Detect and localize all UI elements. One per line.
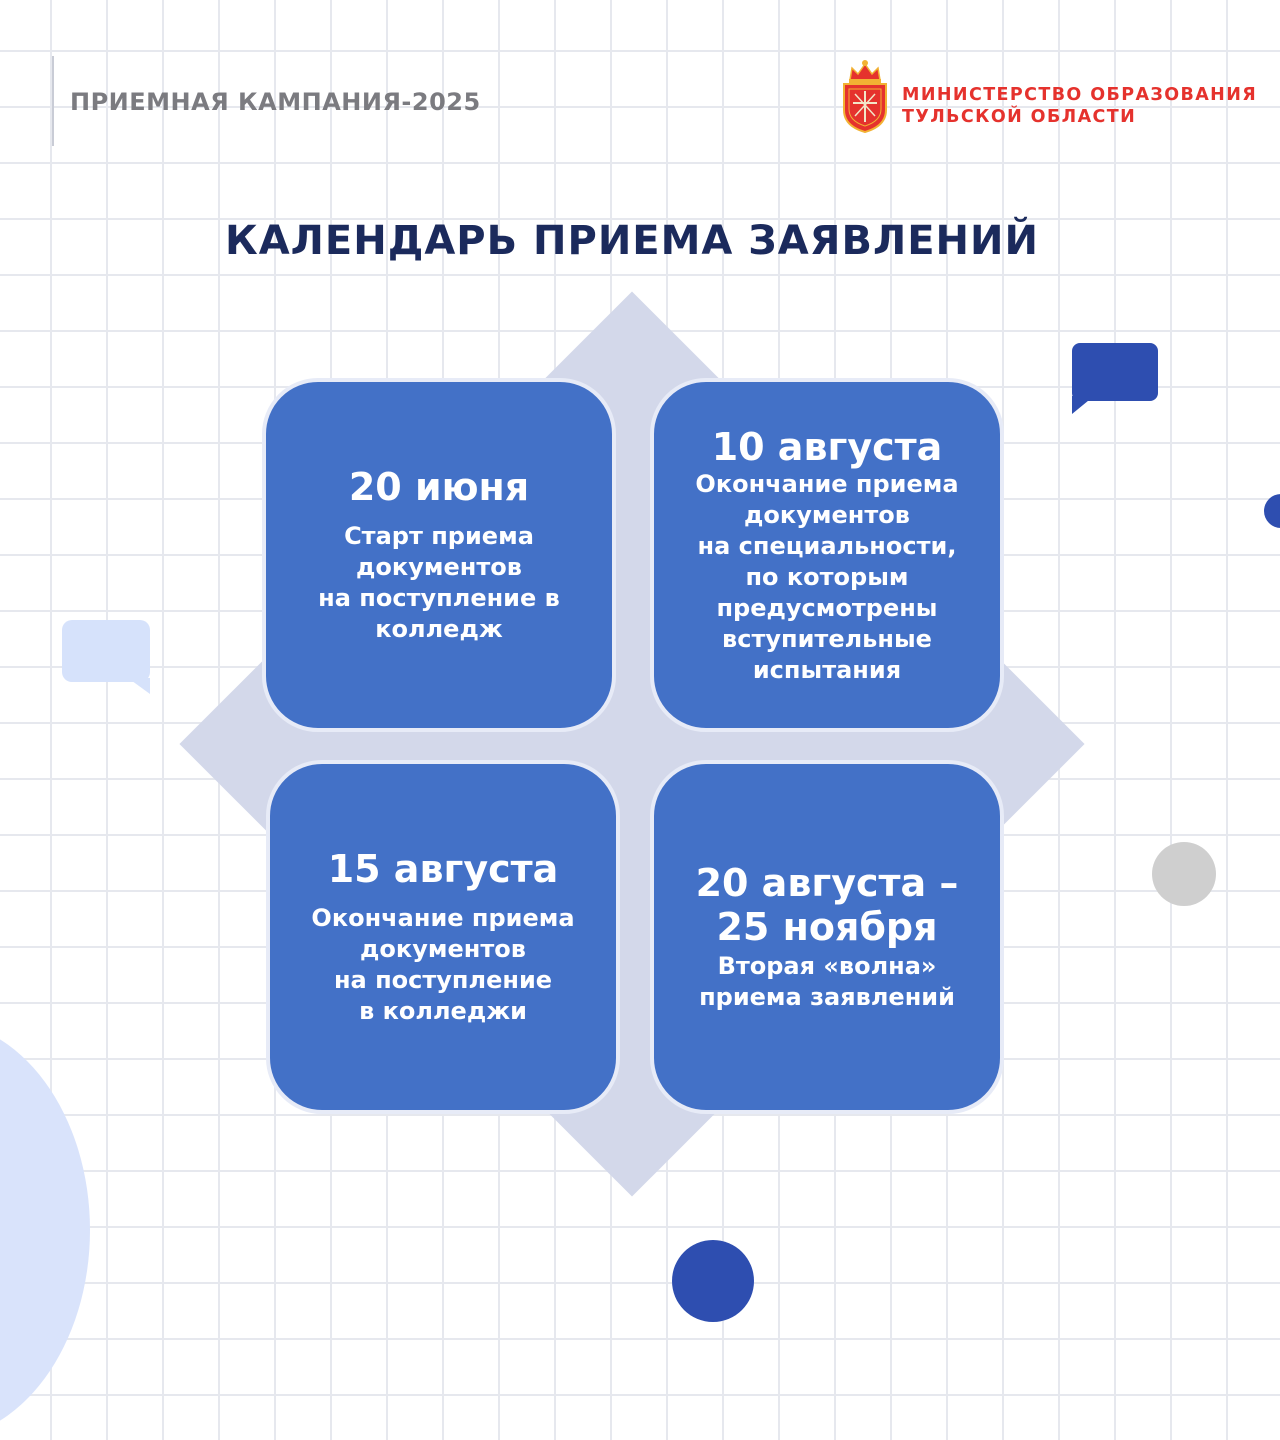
tula-coat-of-arms-icon [838,58,892,134]
card-date: 15 августа [327,847,559,891]
card-date: 20 августа – 25 ноября [695,861,959,949]
calendar-card-1 [262,378,616,732]
campaign-title: ПРИЕМНАЯ КАМПАНИЯ-2025 [70,88,481,116]
decor-circle-large [0,1020,90,1440]
ministry-name [902,84,1257,128]
calendar-card-2 [650,378,1004,732]
decor-dot-blue-right [1264,494,1280,528]
calendar-card-4 [650,760,1004,1114]
card-description: Вторая «волна» приема заявлений [699,952,955,1011]
card-description: Окончание приема документов на специальности, по которым предусмотрены вступительные испытания [695,469,959,684]
decor-speech-bubble-right-tail [1072,396,1094,414]
decor-speech-bubble-left [62,620,150,682]
card-date: 10 августа [711,424,943,469]
page-title: КАЛЕНДАРЬ ПРИЕМА ЗАЯВЛЕНИЙ [225,218,1039,264]
card-description: Старт приема документов на поступление в колледж [318,522,560,643]
decor-speech-bubble-left-tail [128,678,150,694]
ministry-name-line1: МИНИСТЕРСТВО ОБРАЗОВАНИЯ [902,85,1258,105]
header-divider [52,56,54,146]
decor-dot-gray [1152,842,1216,906]
ministry-name-line2: ТУЛЬСКОЙ ОБЛАСТИ [902,107,1137,127]
decor-dot-blue-bottom [672,1240,754,1322]
card-description: Окончание приема документов на поступление в колледжи [311,904,575,1025]
decor-speech-bubble-right [1072,343,1158,401]
card-date: 20 июня [348,465,530,509]
calendar-card-3 [266,760,620,1114]
